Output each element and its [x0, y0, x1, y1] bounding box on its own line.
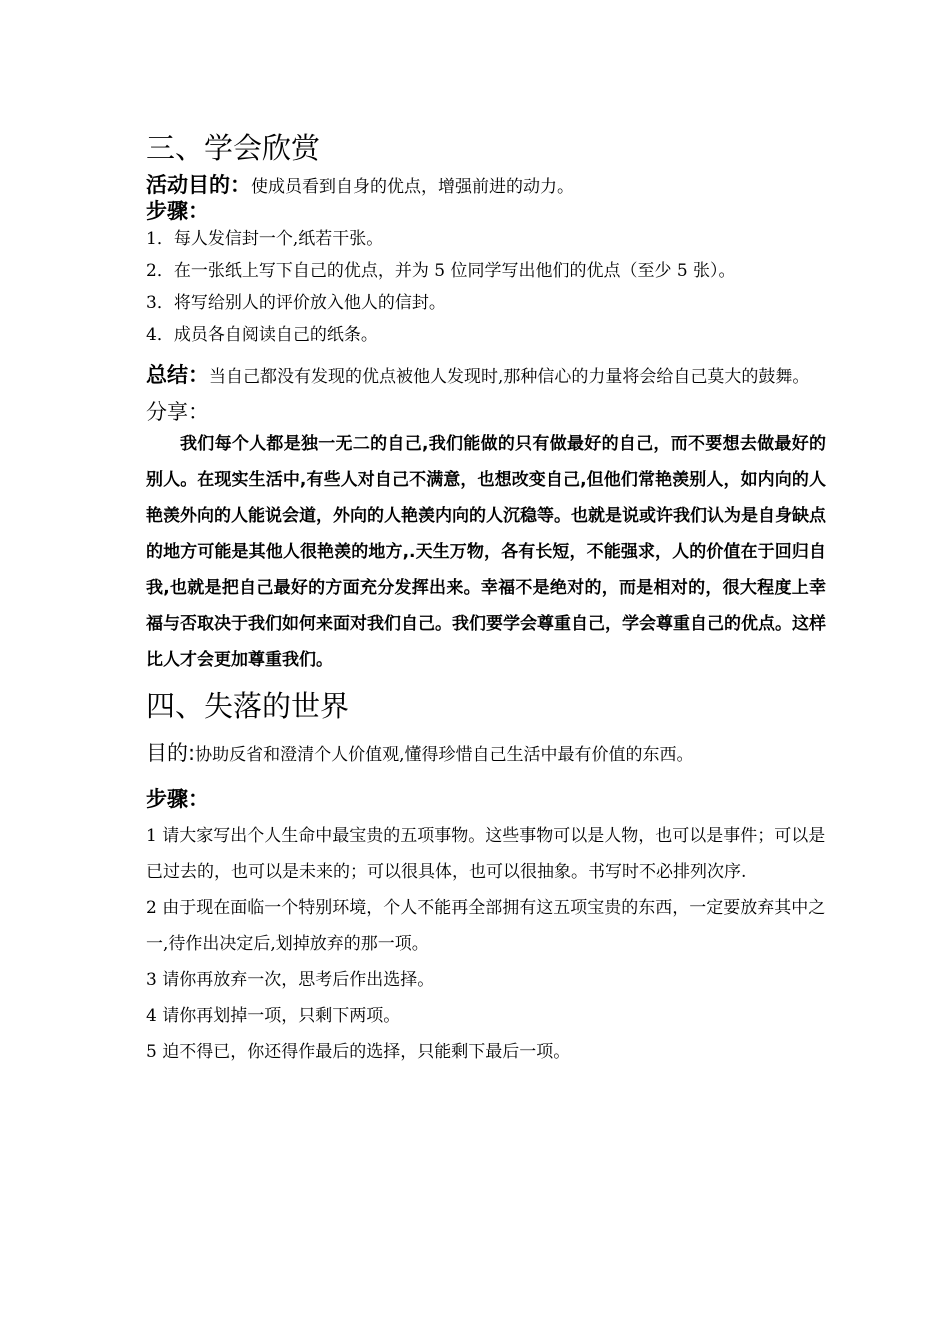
section-4-steps-heading — [146, 782, 826, 818]
purpose-text: 协助反省和澄清个人价值观,懂得珍惜自己生活中最有价值的东西。 — [195, 745, 694, 765]
share-paragraph: 我们每个人都是独一无二的自己,我们能做的只有做最好的自己，而不要想去做最好的别人。在现实生活中,有些人对自己不满意，也想改变自己,但他们常艳羡别人，如内向的人艳羡外向的人能说会道，外向的人艳羡内向的人沉稳等。也就是说或许我们认为是自身缺点的地方可能是其他人很艳羡的地方,.天生万物，各有长短，不能强求，人的价值在于回归自我,也就是把自己最好的方面充分发挥出来。幸福不是绝对的，而是相对的，很大程度上幸福与否取决于我们如何来面对我们自己。我们要学会尊重自己，学会尊重自己的优点。这样比人才会更加尊重我们。 — [146, 434, 826, 670]
step-item: 4．成员各自阅读自己的纸条。 — [146, 325, 378, 345]
step-item: 3．将写给别人的评价放入他人的信封。 — [146, 293, 446, 313]
section-3-summary — [146, 358, 826, 394]
step-item: 2 由于现在面临一个特别环境，个人不能再全部拥有这五项宝贵的东西，一定要放弃其中之一,待作出决定后,划掉放弃的那一项。 — [146, 898, 826, 954]
section-3-title: 三、学会欣赏 — [146, 131, 321, 165]
section-4-title: 四、失落的世界 — [146, 689, 350, 723]
step-item: 1 请大家写出个人生命中最宝贵的五项事物。这些事物可以是人物，也可以是事件；可以是已过去的，也可以是未来的；可以很具体，也可以很抽象。书写时不必排列次序. — [146, 826, 826, 882]
section-3-purpose — [146, 172, 826, 200]
steps-label: 步骤： — [146, 199, 209, 223]
summary-label: 总结： — [146, 363, 209, 387]
step-item: 2．在一张纸上写下自己的优点，并为 5 位同学写出他们的优点（至少 5 张）。 — [146, 261, 736, 281]
section-3-steps-heading — [146, 200, 826, 224]
step-item: 4 请你再划掉一项，只剩下两项。 — [146, 1006, 401, 1026]
summary-text: 当自己都没有发现的优点被他人发现时,那种信心的力量将会给自己莫大的鼓舞。 — [209, 367, 810, 387]
step-item: 3 请你再放弃一次，思考后作出选择。 — [146, 970, 435, 990]
purpose-text: 使成员看到自身的优点，增强前进的动力。 — [251, 177, 574, 197]
step-item: 1．每人发信封一个,纸若干张。 — [146, 229, 384, 249]
purpose-label: 目的: — [146, 741, 196, 765]
step-item: 5 迫不得已，你还得作最后的选择，只能剩下最后一项。 — [146, 1042, 571, 1062]
document-content — [146, 128, 826, 1070]
section-4-purpose — [146, 738, 826, 770]
share-label: 分享： — [146, 400, 209, 424]
purpose-label: 活动目的： — [146, 173, 251, 197]
steps-label: 步骤： — [146, 787, 209, 811]
section-3-share-heading — [146, 400, 826, 426]
